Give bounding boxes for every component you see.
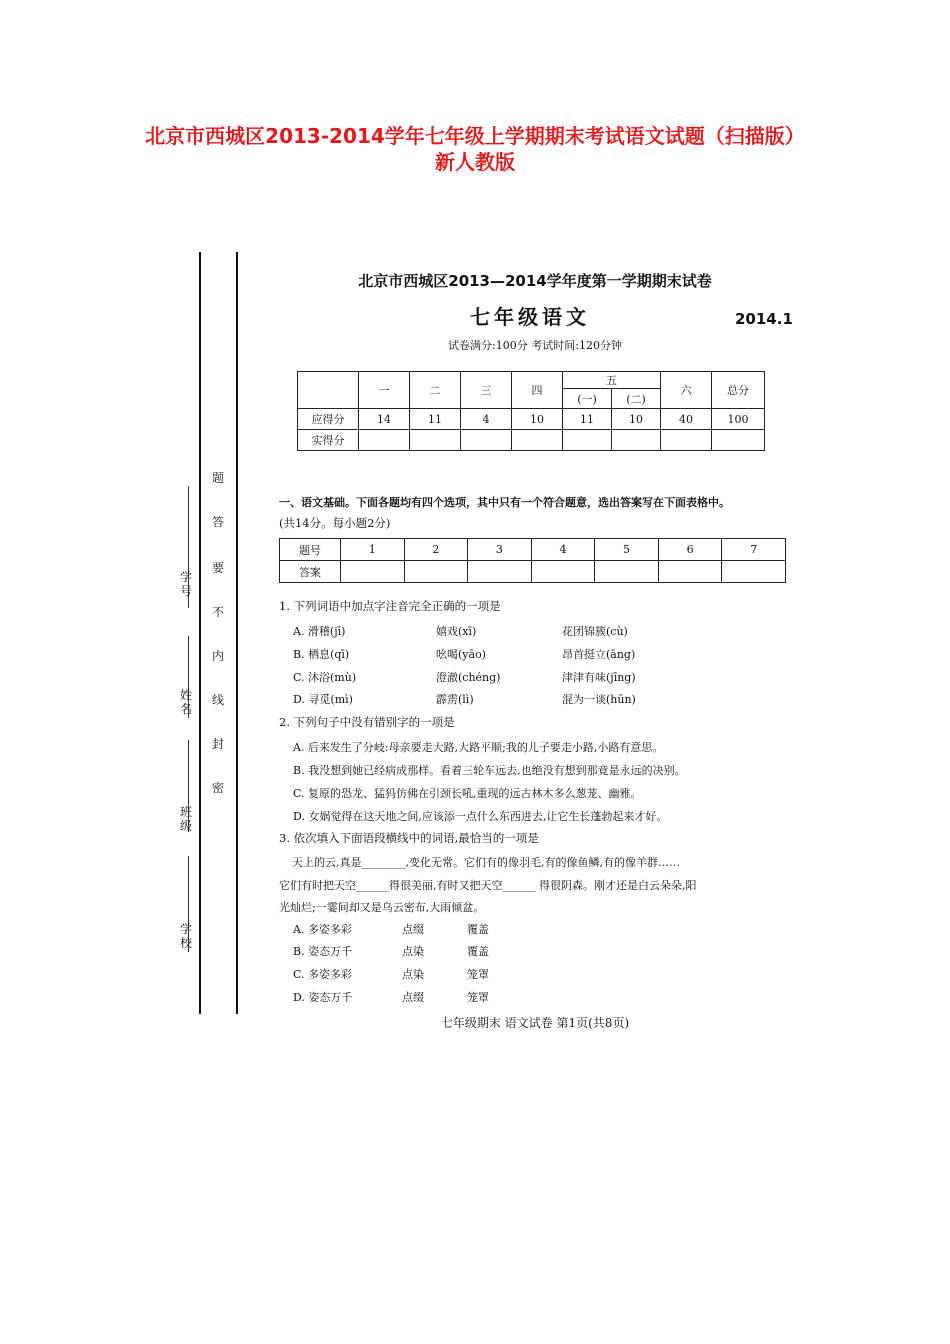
- answer-input-cell[interactable]: [531, 561, 595, 583]
- q2-option-d: D. 女娲觉得在这天地之间,应该添一点什么东西进去,让它生长蓬勃起来才好。: [293, 810, 668, 823]
- table-cell: 五: [563, 372, 661, 389]
- q1-option-b-3: 昂首挺立(āng): [562, 648, 636, 661]
- exam-title: 北京市西城区2013—2014学年度第一学期期末试卷: [358, 272, 712, 290]
- q2-option-b: B. 我没想到她已经病成那样。看着三轮车远去,也绝没有想到那竟是永远的决别。: [293, 764, 686, 777]
- table-cell: 6: [658, 539, 722, 561]
- exam-date: 2014.1: [735, 310, 793, 328]
- q3-passage-line: 天上的云,真是________,变化无常。它们有的像羽毛,有的像鱼鳞,有的像羊群……: [292, 856, 680, 869]
- seal-char: 要: [211, 561, 224, 575]
- table-cell: 实得分: [298, 430, 359, 451]
- q3-option-d-3: 笼罩: [467, 991, 489, 1004]
- q3-option-b-1: B. 姿态万千: [293, 945, 353, 958]
- q2-option-a: A. 后来发生了分岐:母亲要走大路,大路平顺;我的儿子要走小路,小路有意思。: [293, 741, 664, 754]
- page-footer: 七年级期末 语文试卷 第1页(共8页): [440, 1016, 630, 1030]
- score-input-cell[interactable]: [410, 430, 461, 451]
- field-label-school: 学校: [179, 922, 192, 950]
- table-cell: 11: [410, 409, 461, 430]
- answer-input-cell[interactable]: [468, 561, 532, 583]
- table-cell: 7: [722, 539, 786, 561]
- q3-option-a-1: A. 多姿多彩: [293, 923, 352, 936]
- answer-input-cell[interactable]: [595, 561, 659, 583]
- table-cell: 4: [531, 539, 595, 561]
- seal-char: 密: [211, 781, 224, 795]
- q3-option-a-2: 点缀: [402, 923, 424, 936]
- q3-option-b-2: 点染: [402, 945, 424, 958]
- table-cell: 100: [712, 409, 765, 430]
- q1-option-c-2: 澄澈(chéng): [436, 671, 501, 684]
- q2-option-c: C. 复原的恐龙、猛犸仿佛在引颈长吼,重现的远古林木多么葱茏、幽雅。: [293, 787, 642, 800]
- table-cell: 1: [341, 539, 405, 561]
- q3-option-c-1: C. 多姿多彩: [293, 968, 353, 981]
- table-cell: 3: [468, 539, 532, 561]
- answer-input-cell[interactable]: [341, 561, 405, 583]
- exam-meta: 试卷满分:100分 考试时间:120分钟: [448, 339, 622, 352]
- seal-char: 内: [211, 649, 224, 663]
- table-cell: 40: [661, 409, 712, 430]
- q3-option-c-2: 点染: [402, 968, 424, 981]
- score-input-cell[interactable]: [712, 430, 765, 451]
- question-3-stem: 3. 依次填入下面语段横线中的词语,最恰当的一项是: [279, 831, 539, 845]
- q1-option-b-2: 吆喝(yāo): [436, 648, 486, 661]
- q1-option-c-1: C. 沐浴(mù): [293, 671, 357, 684]
- q3-option-d-2: 点缀: [402, 991, 424, 1004]
- table-cell: 四: [512, 372, 563, 409]
- score-input-cell[interactable]: [612, 430, 661, 451]
- q3-passage-line: 光灿烂;一霎间却又是乌云密布,大雨倾盆。: [279, 901, 485, 914]
- score-input-cell[interactable]: [563, 430, 612, 451]
- q3-option-a-3: 覆盖: [467, 923, 489, 936]
- table-row: [298, 430, 765, 451]
- table-cell: 应得分: [298, 409, 359, 430]
- score-input-cell[interactable]: [661, 430, 712, 451]
- table-cell: 题号: [280, 539, 341, 561]
- q1-option-d-1: D. 寻觅(mì): [293, 693, 353, 706]
- score-input-cell[interactable]: [461, 430, 512, 451]
- q1-option-a-1: A. 滑稽(jī): [293, 625, 346, 638]
- section-heading: 一、语文基础。下面各题均有四个选项，其中只有一个符合题意，选出答案写在下面表格中。: [279, 496, 730, 509]
- seal-char: 不: [211, 605, 224, 619]
- q1-option-d-3: 混为一谈(hūn): [562, 693, 636, 706]
- q1-option-a-3: 花团锦簇(cù): [562, 625, 628, 638]
- table-cell: (二): [612, 389, 661, 409]
- table-row: [298, 409, 765, 430]
- q3-option-b-3: 覆盖: [467, 945, 489, 958]
- q1-option-b-1: B. 栖息(qī): [293, 648, 350, 661]
- answer-table: [279, 538, 786, 583]
- q1-option-c-3: 津津有味(jīng): [562, 671, 636, 684]
- seal-char: 线: [211, 693, 224, 707]
- score-table: [297, 371, 765, 451]
- table-cell: [298, 372, 359, 409]
- table-cell: 5: [595, 539, 659, 561]
- table-cell: (一): [563, 389, 612, 409]
- table-row: [280, 561, 786, 583]
- table-cell: 10: [512, 409, 563, 430]
- table-row: [280, 539, 786, 561]
- table-cell: 14: [359, 409, 410, 430]
- table-cell: 4: [461, 409, 512, 430]
- answer-input-cell[interactable]: [404, 561, 468, 583]
- score-input-cell[interactable]: [512, 430, 563, 451]
- answer-input-cell[interactable]: [722, 561, 786, 583]
- q1-option-a-2: 嬉戏(xī): [436, 625, 477, 638]
- document-title: 北京市西城区2013-2014学年七年级上学期期末考试语文试题（扫描版）: [145, 124, 805, 148]
- table-cell: 10: [612, 409, 661, 430]
- score-input-cell[interactable]: [359, 430, 410, 451]
- exam-subject: 七年级语文: [470, 305, 590, 329]
- q3-option-c-3: 笼罩: [467, 968, 489, 981]
- table-cell: 六: [661, 372, 712, 409]
- seal-char: 题: [211, 471, 224, 485]
- table-cell: 答案: [280, 561, 341, 583]
- question-2-stem: 2. 下列句子中没有错别字的一项是: [279, 715, 455, 729]
- question-1-stem: 1. 下列词语中加点字注音完全正确的一项是: [279, 599, 501, 613]
- table-cell: 2: [404, 539, 468, 561]
- seal-char: 答: [211, 515, 224, 529]
- field-label-number: 学号: [179, 570, 192, 598]
- binding-line-inner: [236, 252, 238, 1014]
- seal-char: 封: [211, 737, 224, 751]
- section-note: (共14分。每小题2分): [279, 516, 391, 530]
- table-cell: 总分: [712, 372, 765, 409]
- table-row: [298, 372, 765, 389]
- table-cell: 一: [359, 372, 410, 409]
- binding-line-outer: [199, 252, 201, 1014]
- table-cell: 11: [563, 409, 612, 430]
- document-subtitle: 新人教版: [435, 150, 515, 174]
- q3-passage-line: 它们有时把天空______得很美丽,有时又把天空______ 得很阴森。刚才还是白云朵朵,阳: [279, 879, 697, 892]
- table-cell: 二: [410, 372, 461, 409]
- field-label-class: 班级: [179, 805, 192, 833]
- answer-input-cell[interactable]: [658, 561, 722, 583]
- table-cell: 三: [461, 372, 512, 409]
- field-label-name: 姓名: [179, 688, 192, 716]
- q1-option-d-2: 霹雳(lì): [436, 693, 474, 706]
- q3-option-d-1: D. 姿态万千: [293, 991, 353, 1004]
